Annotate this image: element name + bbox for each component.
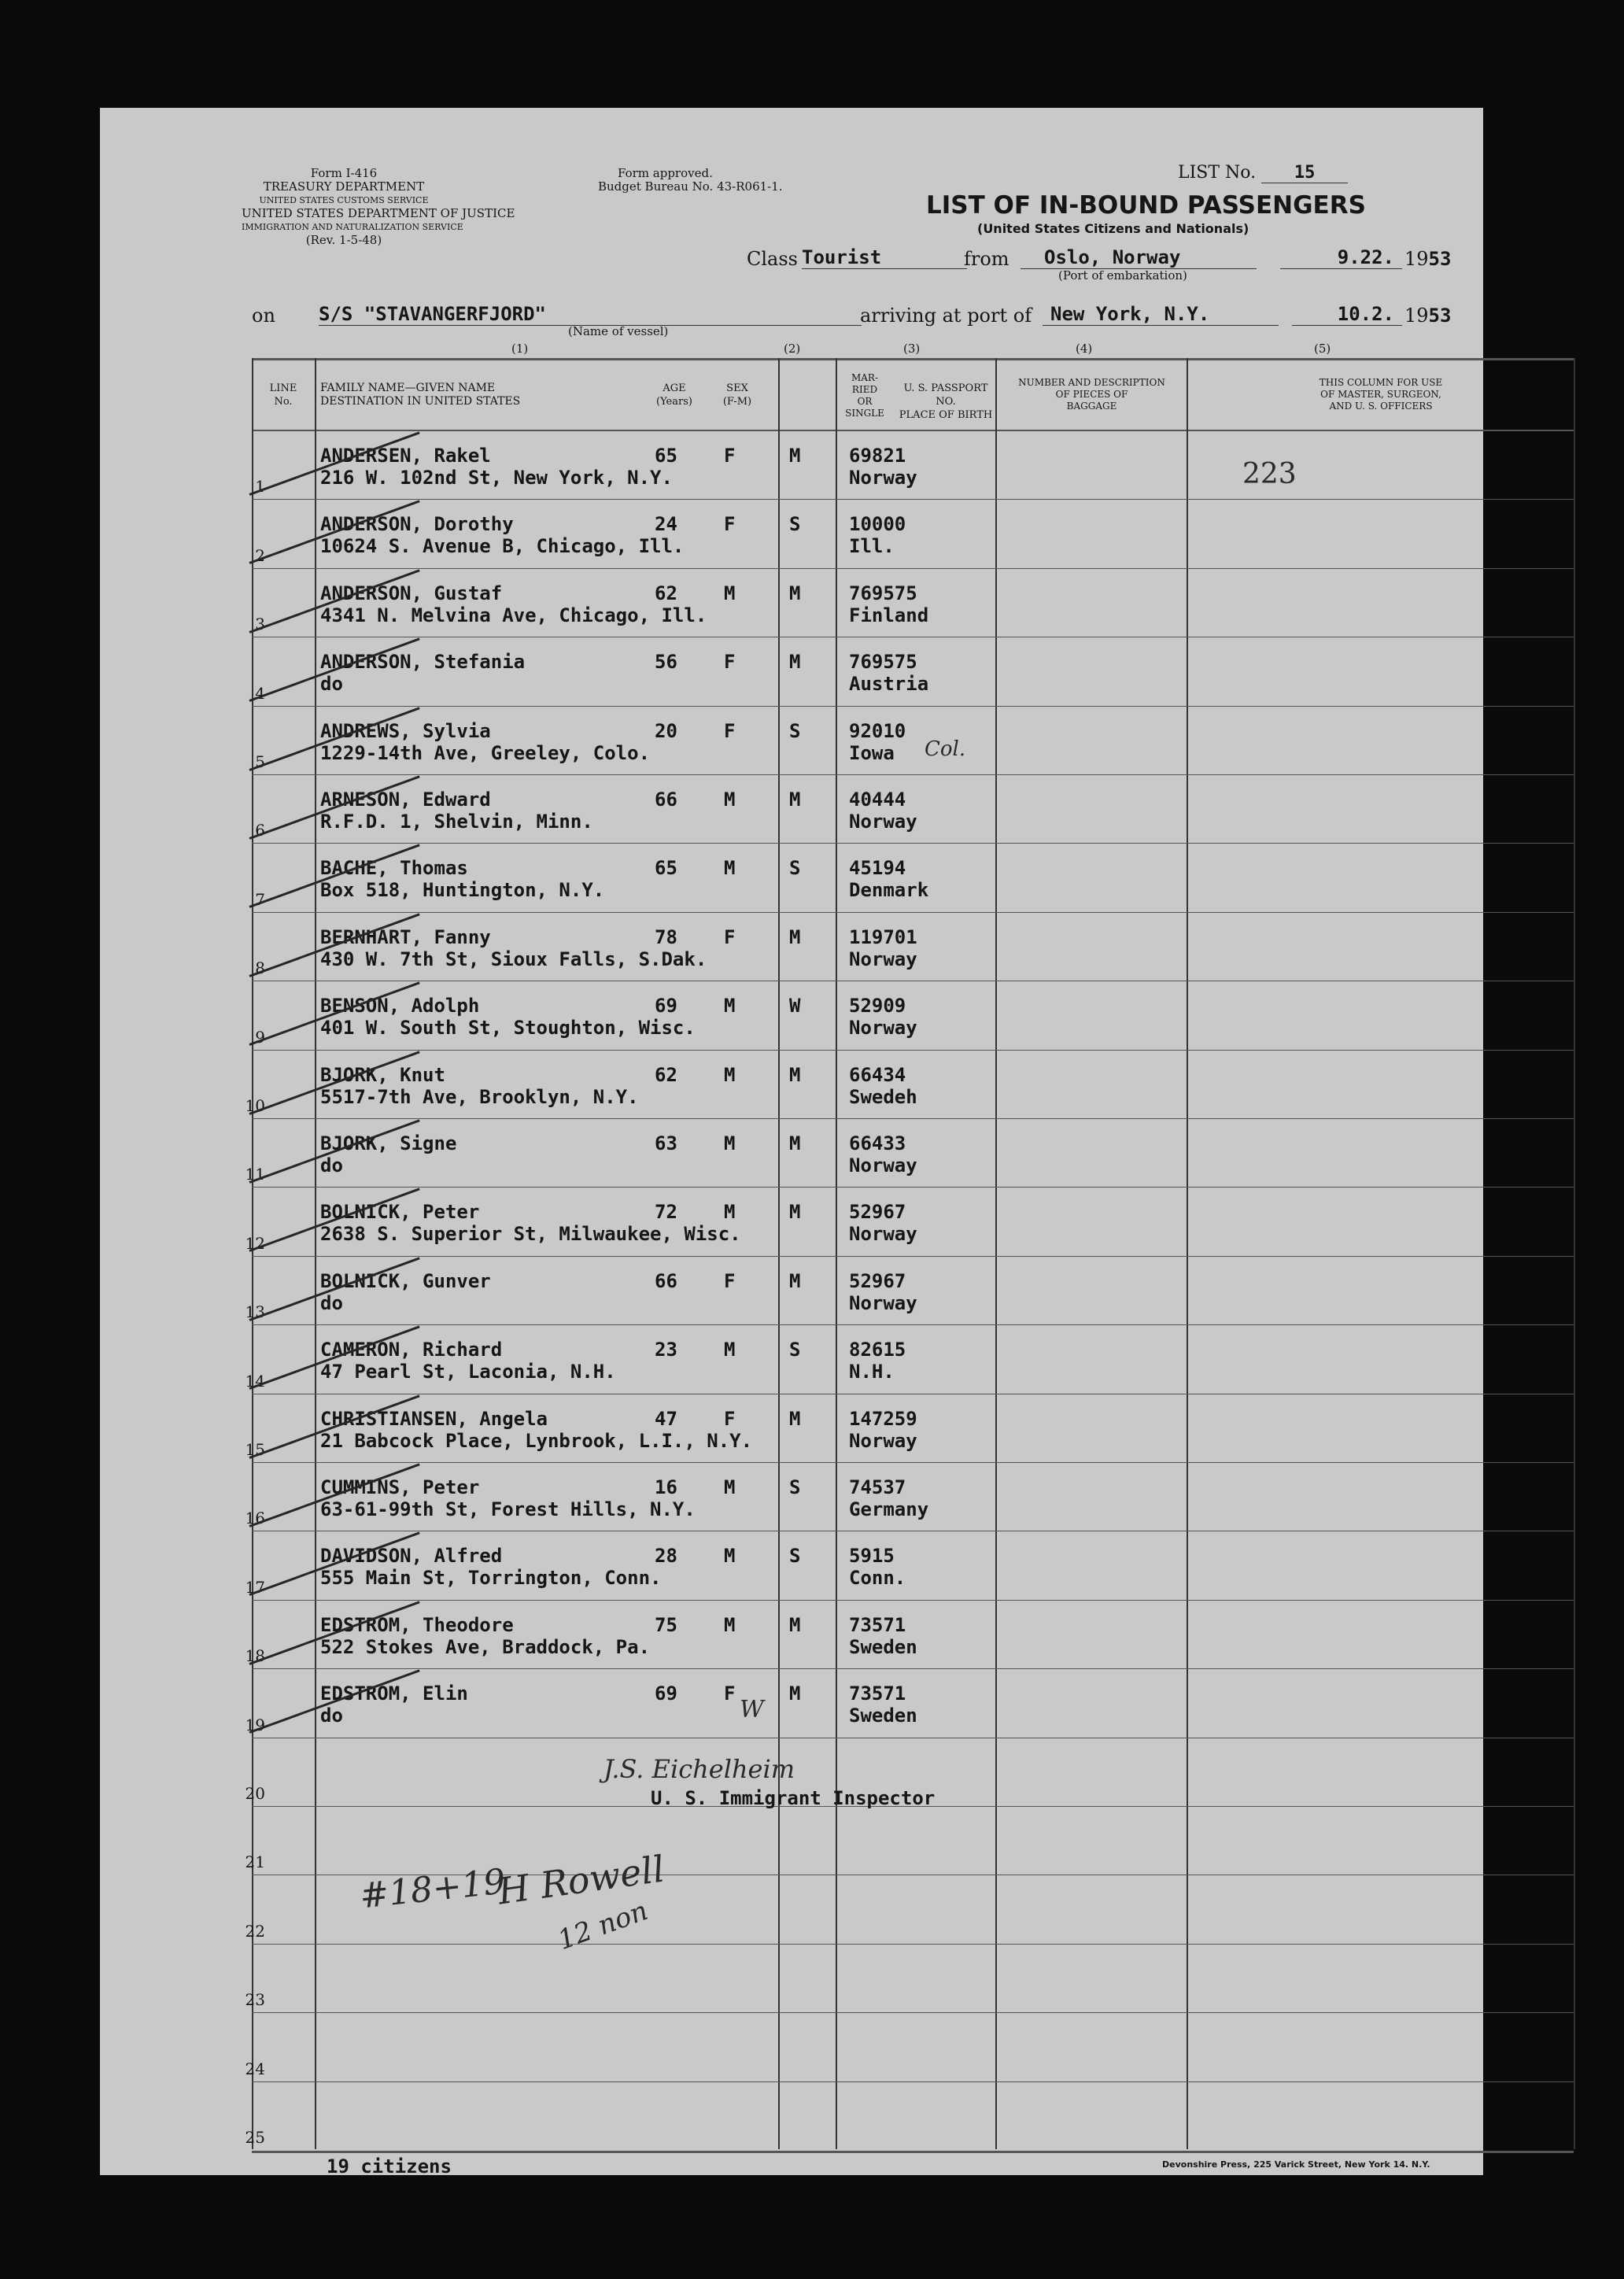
passenger-address: do <box>320 673 343 696</box>
passenger-marital-status: M <box>789 1201 801 1224</box>
passenger-sex: F <box>724 925 736 948</box>
passenger-age: 23 <box>655 1339 677 1361</box>
passenger-address: 2638 S. Superior St, Milwaukee, Wisc. <box>320 1223 741 1246</box>
passenger-address: 555 Main St, Torrington, Conn. <box>320 1567 662 1590</box>
col-header-line-no: LINE No. <box>269 382 297 408</box>
treasury-dept: TREASURY DEPARTMENT <box>263 179 425 194</box>
passport-number: 66433 <box>849 1132 906 1154</box>
line-number: 11 <box>245 1165 265 1184</box>
line-number: 22 <box>245 1921 265 1941</box>
port-caption: (Port of embarkation) <box>1058 268 1187 283</box>
passenger-age: 62 <box>655 1063 677 1086</box>
passenger-age: 28 <box>655 1545 677 1568</box>
column-rule <box>1574 358 1575 2149</box>
justice-dept: UNITED STATES DEPARTMENT OF JUSTICE <box>242 206 515 220</box>
passenger-age: 56 <box>655 651 677 674</box>
passenger-marital-status: S <box>789 513 801 536</box>
line-number: 5 <box>255 752 265 771</box>
passenger-name: BJORK, Knut <box>320 1063 445 1086</box>
passenger-sex: M <box>724 995 736 1018</box>
passenger-address: 430 W. 7th St, Sioux Falls, S.Dak. <box>320 947 707 970</box>
passenger-name: ANDERSEN, Rakel <box>320 445 491 467</box>
passenger-age: 65 <box>655 857 677 880</box>
passenger-row <box>100 1470 1483 1539</box>
line-number: 14 <box>245 1371 265 1391</box>
passenger-marital-status: M <box>789 1132 801 1154</box>
place-of-birth: Sweden <box>849 1705 917 1727</box>
line-number: 2 <box>255 545 265 565</box>
passenger-marital-status: S <box>789 719 801 742</box>
form-approval <box>598 167 783 194</box>
year-from <box>1404 248 1451 270</box>
row-rule <box>252 2012 1574 2013</box>
passport-number: 52967 <box>849 1269 906 1292</box>
passenger-age: 66 <box>655 1269 677 1292</box>
passenger-name: BOLNICK, Peter <box>320 1201 480 1224</box>
passenger-address: do <box>320 1705 343 1727</box>
passenger-sex: M <box>724 1201 736 1224</box>
passport-number: 66434 <box>849 1063 906 1086</box>
line-number: 4 <box>255 683 265 703</box>
passenger-address: 216 W. 102nd St, New York, N.Y. <box>320 467 673 489</box>
place-of-birth: Norway <box>849 1017 917 1040</box>
passenger-address: 5517-7th Ave, Brooklyn, N.Y. <box>320 1085 639 1108</box>
passport-number: 92010 <box>849 719 906 742</box>
list-no-value: 15 <box>1261 163 1348 183</box>
col-header-name: FAMILY NAME—GIVEN NAME DESTINATION IN UNITED STATES <box>320 382 521 408</box>
passenger-sex: M <box>724 1476 736 1498</box>
passenger-row <box>100 1402 1483 1471</box>
place-of-birth: Germany <box>849 1498 929 1520</box>
column-number: (5) <box>1314 342 1331 356</box>
place-of-birth: Norway <box>849 1154 917 1176</box>
passenger-age: 63 <box>655 1132 677 1154</box>
place-of-birth: Conn. <box>849 1567 906 1590</box>
passenger-row <box>100 782 1483 851</box>
row-rule <box>252 1944 1574 1945</box>
column-number: (3) <box>903 342 921 356</box>
passenger-marital-status: M <box>789 582 801 604</box>
passenger-age: 72 <box>655 1201 677 1224</box>
year-arrival-value: 53 <box>1428 305 1452 327</box>
passenger-address: 47 Pearl St, Laconia, N.H. <box>320 1361 616 1383</box>
place-of-birth: Norway <box>849 1223 917 1246</box>
passenger-name: DAVIDSON, Alfred <box>320 1545 503 1568</box>
ins-service: IMMIGRATION AND NATURALIZATION SERVICE <box>242 222 463 232</box>
arrival-port: New York, N.Y. <box>1043 303 1279 326</box>
passenger-sex: F <box>724 1682 736 1705</box>
passenger-age: 16 <box>655 1476 677 1498</box>
year-prefix: 19 <box>1404 248 1429 270</box>
passport-number: 82615 <box>849 1339 906 1361</box>
place-of-birth: Norway <box>849 947 917 970</box>
passenger-address: 21 Babcock Place, Lynbrook, L.I., N.Y. <box>320 1429 753 1452</box>
passenger-name: ANDERSON, Dorothy <box>320 513 514 536</box>
line-number: 21 <box>245 1852 265 1872</box>
passport-number: 10000 <box>849 513 906 536</box>
passenger-sex: F <box>724 1407 736 1430</box>
passenger-age: 69 <box>655 1682 677 1705</box>
passenger-row <box>100 1608 1483 1677</box>
passport-number: 769575 <box>849 582 917 604</box>
passenger-row <box>100 576 1483 645</box>
place-of-birth: Swedeh <box>849 1085 917 1108</box>
passenger-address: Box 518, Huntington, N.Y. <box>320 879 605 902</box>
manifest-page <box>100 108 1483 2175</box>
passenger-sex: M <box>724 1339 736 1361</box>
line-number: 9 <box>255 1027 265 1047</box>
passenger-row <box>100 1195 1483 1264</box>
passport-number: 45194 <box>849 857 906 880</box>
passenger-row <box>100 1538 1483 1608</box>
passenger-name: BOLNICK, Gunver <box>320 1269 491 1292</box>
passenger-name: BENSON, Adolph <box>320 995 480 1018</box>
line-number: 7 <box>255 889 265 909</box>
passenger-name: BACHE, Thomas <box>320 857 468 880</box>
year-prefix: 19 <box>1404 305 1429 327</box>
passenger-name: EDSTROM, Theodore <box>320 1613 514 1636</box>
passport-number: 52967 <box>849 1201 906 1224</box>
passenger-marital-status: M <box>789 1063 801 1086</box>
place-of-birth: Norway <box>849 467 917 489</box>
line-number: 3 <box>255 615 265 634</box>
line-number: 10 <box>245 1096 265 1115</box>
page-subtitle: (United States Citizens and Nationals) <box>977 221 1249 236</box>
place-of-birth: Austria <box>849 673 929 696</box>
passenger-sex: F <box>724 445 736 467</box>
passport-number: 73571 <box>849 1613 906 1636</box>
form-approved: Form approved. <box>618 166 713 180</box>
passenger-marital-status: S <box>789 1476 801 1498</box>
inspector-label: U. S. Immigrant Inspector <box>651 1787 936 1809</box>
place-of-birth: Iowa <box>849 741 895 764</box>
passenger-age: 65 <box>655 445 677 467</box>
passenger-marital-status: S <box>789 857 801 880</box>
passenger-name: ANDREWS, Sylvia <box>320 719 491 742</box>
passenger-address: 1229-14th Ave, Greeley, Colo. <box>320 741 651 764</box>
passenger-age: 78 <box>655 925 677 948</box>
passenger-marital-status: M <box>789 1682 801 1705</box>
officer-note: 223 <box>1242 458 1297 490</box>
passenger-sex: M <box>724 789 736 811</box>
passport-number: 769575 <box>849 651 917 674</box>
passport-number: 40444 <box>849 789 906 811</box>
passenger-row <box>100 1264 1483 1333</box>
passenger-sex: M <box>724 582 736 604</box>
header-bottom-rule <box>252 430 1574 431</box>
passenger-marital-status: M <box>789 1407 801 1430</box>
table-bottom-rule <box>252 2151 1574 2153</box>
col-header-age: AGE (Years) <box>656 382 692 408</box>
passenger-sex: M <box>724 857 736 880</box>
hand-signature: H Rowell <box>495 1847 667 1913</box>
year-arrival <box>1404 305 1451 327</box>
from-value: Oslo, Norway <box>1021 246 1257 269</box>
column-number: (2) <box>784 342 801 356</box>
list-no-label: LIST No. <box>1178 163 1257 183</box>
line-number: 16 <box>245 1509 265 1528</box>
line-number: 12 <box>245 1233 265 1253</box>
passenger-name: ANDERSON, Gustaf <box>320 582 503 604</box>
passenger-name: BJORK, Signe <box>320 1132 457 1154</box>
passenger-age: 75 <box>655 1613 677 1636</box>
arriving-label: arriving at port of <box>860 305 1032 327</box>
place-of-birth: N.H. <box>849 1361 895 1383</box>
hand-note: #18+19 <box>357 1861 507 1917</box>
passenger-age: 47 <box>655 1407 677 1430</box>
passenger-name: EDSTROM, Elin <box>320 1682 468 1705</box>
passenger-address: 10624 S. Avenue B, Chicago, Ill. <box>320 535 685 558</box>
line-number: 13 <box>245 1302 265 1322</box>
passenger-row <box>100 1126 1483 1195</box>
row-rule <box>252 2081 1574 2082</box>
col-header-sex: SEX (F-M) <box>722 382 752 408</box>
passenger-sex: F <box>724 513 736 536</box>
passenger-address: R.F.D. 1, Shelvin, Minn. <box>320 811 593 833</box>
col-header-officers: THIS COLUMN FOR USE OF MASTER, SURGEON, AND U. S. OFFICERS <box>1319 377 1443 412</box>
passenger-name: CUMMINS, Peter <box>320 1476 480 1498</box>
budget-bureau: Budget Bureau No. 43-R061-1. <box>598 179 783 194</box>
passenger-marital-status: M <box>789 445 801 467</box>
line-number: 17 <box>245 1577 265 1597</box>
from-label: from <box>964 248 1009 270</box>
passenger-sex: M <box>724 1132 736 1154</box>
line-number: 25 <box>245 2128 265 2147</box>
passenger-age: 24 <box>655 513 677 536</box>
line-number: 18 <box>245 1646 265 1666</box>
passenger-name: CHRISTIANSEN, Angela <box>320 1407 548 1430</box>
passenger-address: do <box>320 1291 343 1314</box>
passport-number: 147259 <box>849 1407 917 1430</box>
form-header-left <box>242 166 515 247</box>
passenger-row <box>100 1332 1483 1402</box>
passenger-age: 20 <box>655 719 677 742</box>
passenger-marital-status: M <box>789 651 801 674</box>
place-of-birth: Ill. <box>849 535 895 558</box>
on-label: on <box>252 305 275 327</box>
place-of-birth: Sweden <box>849 1635 917 1658</box>
column-number: (4) <box>1076 342 1093 356</box>
passenger-row <box>100 1058 1483 1127</box>
passenger-sex: F <box>724 651 736 674</box>
line-number: 19 <box>245 1715 265 1734</box>
passport-number: 5915 <box>849 1545 895 1568</box>
passenger-address: 401 W. South St, Stoughton, Wisc. <box>320 1017 696 1040</box>
passenger-row <box>100 920 1483 989</box>
customs-service: UNITED STATES CUSTOMS SERVICE <box>259 195 429 205</box>
birth-correction: Col. <box>925 737 966 761</box>
passenger-address: 4341 N. Melvina Ave, Chicago, Ill. <box>320 604 707 626</box>
passport-number: 74537 <box>849 1476 906 1498</box>
column-number: (1) <box>511 342 529 356</box>
revision: (Rev. 1-5-48) <box>305 233 382 247</box>
form-number: Form I-416 <box>310 166 378 180</box>
passenger-sex: M <box>724 1063 736 1086</box>
line-number: 24 <box>245 2059 265 2078</box>
line-number: 8 <box>255 959 265 978</box>
passport-number: 69821 <box>849 445 906 467</box>
passenger-row <box>100 988 1483 1058</box>
col-header-baggage: NUMBER AND DESCRIPTION OF PIECES OF BAGGAGE <box>1018 377 1165 412</box>
passenger-row <box>100 714 1483 783</box>
passport-number: 119701 <box>849 925 917 948</box>
passport-number: 52909 <box>849 995 906 1018</box>
hand-subnote: 12 non <box>553 1894 652 1957</box>
inspector-signature: J.S. Eichelheim <box>603 1754 795 1784</box>
passenger-sex: M <box>724 1613 736 1636</box>
passenger-marital-status: M <box>789 789 801 811</box>
passenger-marital-status: M <box>789 1613 801 1636</box>
passenger-row <box>100 645 1483 714</box>
passenger-name: ARNESON, Edward <box>320 789 491 811</box>
class-value: Tourist <box>802 246 967 269</box>
passenger-sex: M <box>724 1545 736 1568</box>
table-top-rule <box>252 358 1574 360</box>
class-label: Class <box>747 248 798 270</box>
line-number: 15 <box>245 1440 265 1459</box>
married-mark: W <box>740 1696 764 1723</box>
col-header-passport: U. S. PASSPORT NO. PLACE OF BIRTH <box>899 382 993 421</box>
place-of-birth: Finland <box>849 604 929 626</box>
passenger-sex: F <box>724 719 736 742</box>
line-number: 20 <box>245 1784 265 1803</box>
passport-number: 73571 <box>849 1682 906 1705</box>
vessel-name: S/S "STAVANGERFJORD" <box>319 303 862 326</box>
passenger-marital-status: S <box>789 1545 801 1568</box>
passenger-age: 66 <box>655 789 677 811</box>
passenger-marital-status: W <box>789 995 801 1018</box>
passenger-row <box>100 851 1483 920</box>
passenger-address: 522 Stokes Ave, Braddock, Pa. <box>320 1635 651 1658</box>
year-from-value: 53 <box>1428 248 1452 270</box>
passenger-name: CAMERON, Richard <box>320 1339 503 1361</box>
place-of-birth: Denmark <box>849 879 929 902</box>
citizen-total: 19 citizens <box>327 2155 452 2177</box>
passenger-name: ANDERSON, Stefania <box>320 651 526 674</box>
place-of-birth: Norway <box>849 1291 917 1314</box>
passenger-sex: F <box>724 1269 736 1292</box>
line-number: 1 <box>255 477 265 497</box>
list-number <box>1178 163 1348 183</box>
date-arrival: 10.2. <box>1292 303 1402 326</box>
col-header-married: MAR- RIED OR SINGLE <box>845 372 884 419</box>
vessel-caption: (Name of vessel) <box>568 324 669 338</box>
passenger-name: BERNHART, Fanny <box>320 925 491 948</box>
passenger-row <box>100 507 1483 576</box>
passenger-age: 62 <box>655 582 677 604</box>
passenger-address: 63-61-99th St, Forest Hills, N.Y. <box>320 1498 696 1520</box>
date-from: 9.22. <box>1280 246 1402 269</box>
place-of-birth: Norway <box>849 811 917 833</box>
passenger-row <box>100 1676 1483 1745</box>
passenger-address: do <box>320 1154 343 1176</box>
passenger-marital-status: M <box>789 1269 801 1292</box>
place-of-birth: Norway <box>849 1429 917 1452</box>
line-number: 6 <box>255 821 265 840</box>
page-title: LIST OF IN-BOUND PASSENGERS <box>926 191 1366 220</box>
line-number: 23 <box>245 1990 265 2010</box>
passenger-marital-status: M <box>789 925 801 948</box>
printer-imprint: Devonshire Press, 225 Varick Street, New York 14. N.Y. <box>1162 2159 1430 2170</box>
passenger-age: 69 <box>655 995 677 1018</box>
passenger-marital-status: S <box>789 1339 801 1361</box>
